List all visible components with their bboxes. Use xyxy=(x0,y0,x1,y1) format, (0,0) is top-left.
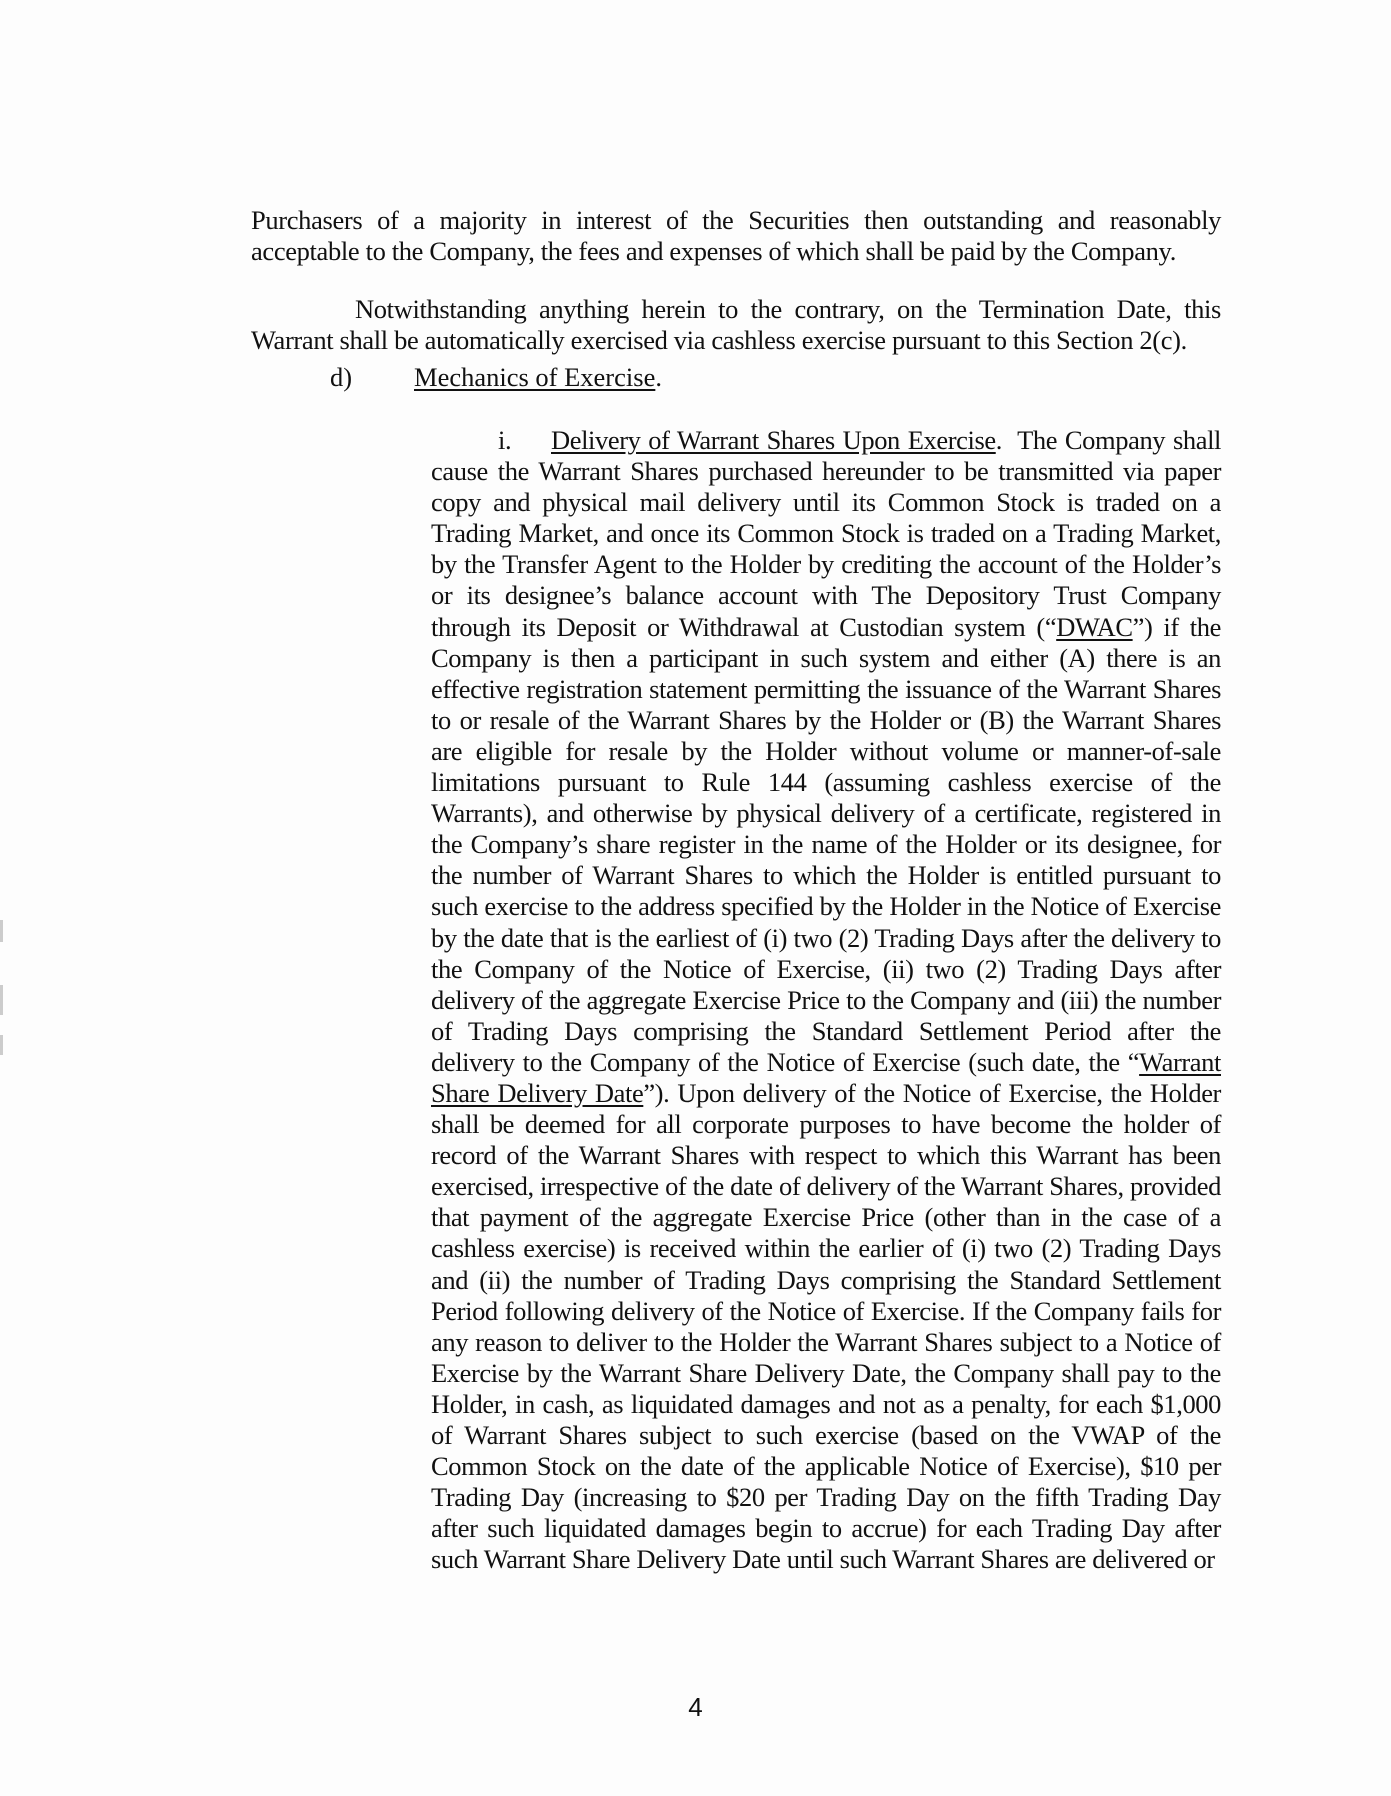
subsection-i-text-1: The Company shall cause the Warrant Shares purchased hereunder to be transmitted via paper copy and physical mail delivery until its Common Stock is traded on a Trading Market, and once its Common Stock is traded on a Trading Market, by the Transfer Agent to the Holder by crediting the account of the Holder’s or its designee’s balance account with The Depository Trust Company through its Deposit or Withdrawal at Custodian system (“ xyxy=(431,425,1221,642)
scan-artifact xyxy=(0,1035,3,1055)
subsection-i-text-2: ”) if the Company is then a participant in such system and either (A) there is an effective registration statement permitting the issuance of the Warrant Shares to or resale of the Warrant Shares by the Holder or (B) the Warrant Shares are eligible for resale by the Holder without volume or manner-of-sale limitations pursuant to Rule 144 (assuming cashless exercise of the Warrants), and otherwise by physical delivery of a certificate, registered in the Company’s share register in the name of the Holder or its designee, for the number of Warrant Shares to which the Holder is entitled pursuant to such exercise to the address specified by the Holder in the Notice of Exercise by the date that is the earliest of (i) two (2) Trading Days after the delivery to the Company of the Notice of Exercise, (ii) two (2) Trading Days after delivery of the aggregate Exercise Price to the Company and (iii) the number of Trading Days comprising the Standard Settlement Period after the delivery to the Company of the Notice of Exercise (such date, the “ xyxy=(431,611,1221,1077)
subsection-i-title-suffix: . xyxy=(995,425,1002,455)
section-d-title-suffix: . xyxy=(655,362,662,392)
subsection-i-title: Delivery of Warrant Shares Upon Exercise xyxy=(551,425,996,455)
defined-term-dwac: DWAC xyxy=(1056,611,1133,642)
defined-term-warrant-share-delivery-date: Warrant Share Delivery Date xyxy=(431,1046,1221,1108)
subsection-i-delivery xyxy=(431,425,1221,1575)
page-number: 4 xyxy=(688,1692,703,1722)
subsection-i-text-3: ”). Upon delivery of the Notice of Exercise, the Holder shall be deemed for all corporate purposes to have become the holder of record of the Warrant Shares with respect to which this Warrant has been exercised, irrespective of the date of delivery of the Warrant Shares, provided that payment of the aggregate Exercise Price (other than in the case of a cashless exercise) is received within the earlier of (i) two (2) Trading Days and (ii) the number of Trading Days comprising the Standard Settlement Period following delivery of the Notice of Exercise. If the Company fails for any reason to deliver to the Holder the Warrant Shares subject to a Notice of Exercise by the Warrant Share Delivery Date, the Company shall pay to the Holder, in cash, as liquidated damages and not as a penalty, for each $1,000 of Warrant Shares subject to such exercise (based on the VWAP of the Common Stock on the date of the applicable Notice of Exercise), $10 per Trading Day (increasing to $20 per Trading Day on the fifth Trading Day after such liquidated damages begin to accrue) for each Trading Day after such Warrant Share Delivery Date until such Warrant Shares are delivered or xyxy=(431,1077,1221,1575)
subsection-i-number: i. xyxy=(498,425,512,455)
section-d-heading xyxy=(330,362,662,393)
scan-artifact xyxy=(0,985,3,1015)
paragraph-termination-date: Notwithstanding anything herein to the contrary, on the Termination Date, this Warrant shall be automatically exercised via cashless exercise pursuant to this Section 2(c). xyxy=(251,293,1221,355)
section-d-label: d) xyxy=(330,362,353,392)
scan-artifact xyxy=(0,920,3,942)
paragraph-continuation: Purchasers of a majority in interest of the Securities then outstanding and reasonably acceptable to the Company, the fees and expenses of which shall be paid by the Company. xyxy=(251,204,1221,266)
section-d-title: Mechanics of Exercise xyxy=(414,362,656,392)
